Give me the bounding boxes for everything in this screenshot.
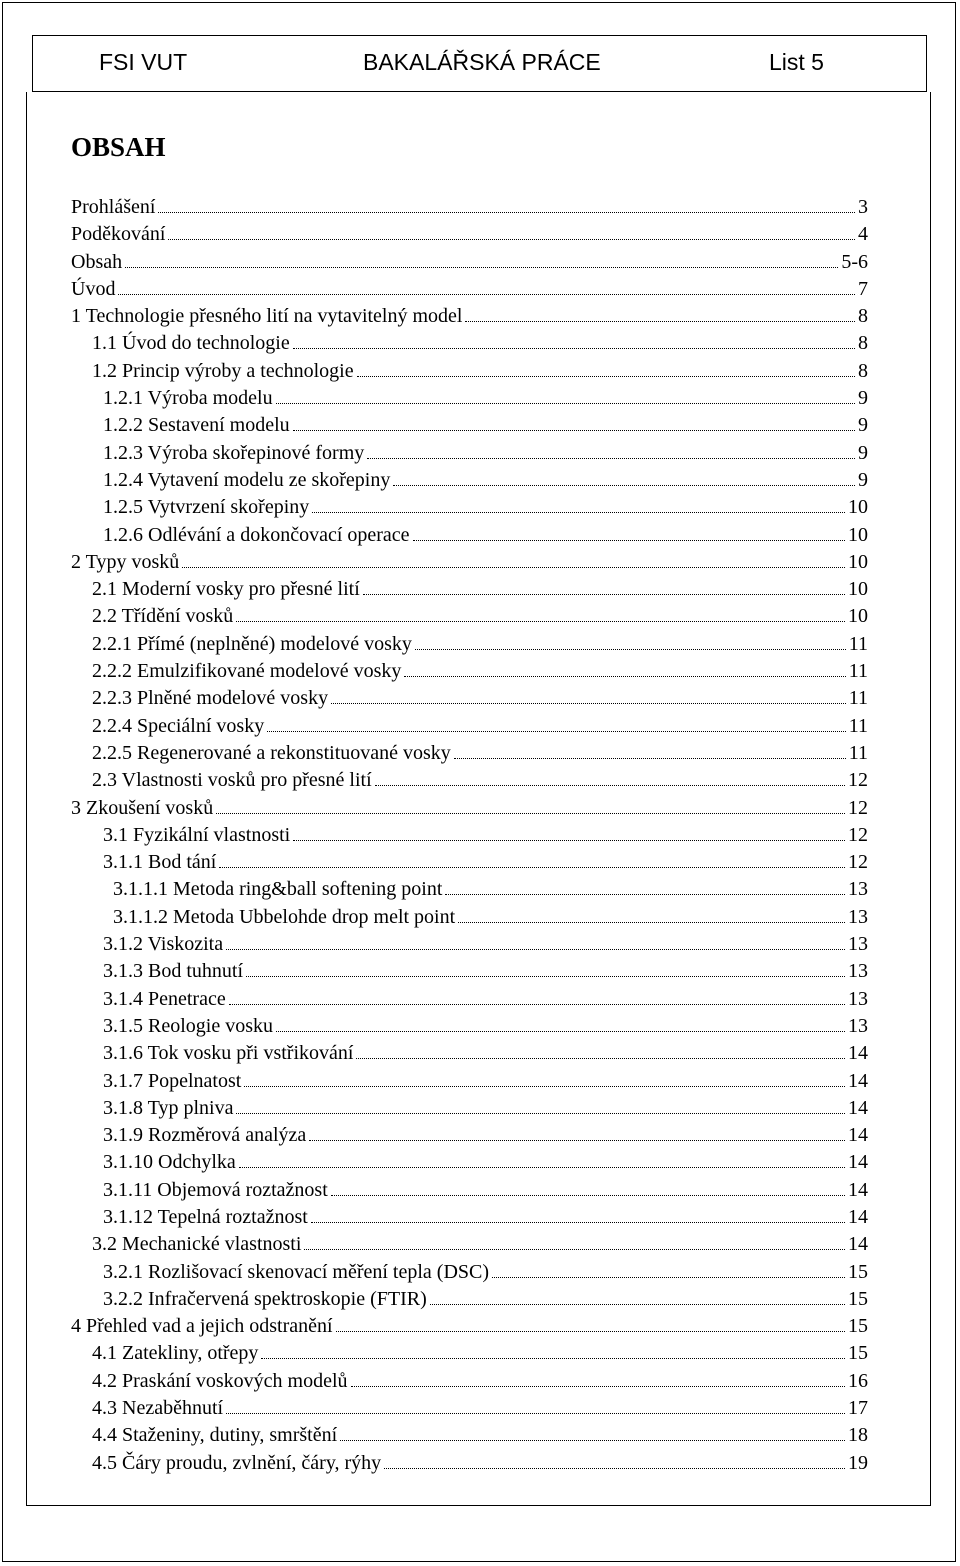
- toc-entry-label: 1.2.6 Odlévání a dokončovací operace: [103, 523, 410, 546]
- header-thesis-type: BAKALÁŘSKÁ PRÁCE: [363, 49, 601, 75]
- toc-entry[interactable]: [71, 358, 868, 385]
- toc-entry[interactable]: [71, 1450, 868, 1477]
- toc-entry[interactable]: [71, 822, 868, 849]
- toc-entry-page: 9: [858, 441, 868, 464]
- toc-entry-page: 11: [848, 660, 868, 683]
- toc-entry-label: 4.3 Nezaběhnutí: [92, 1397, 224, 1420]
- toc-entry-label: 2.2.4 Speciální vosky: [92, 714, 265, 737]
- toc-entry-label: 3.1.1 Bod tání: [103, 851, 217, 874]
- toc-entry-page: 10: [848, 578, 868, 601]
- toc-entry-page: 14: [848, 1205, 868, 1228]
- toc-leader-dots: [404, 665, 845, 677]
- toc-leader-dots: [276, 392, 855, 404]
- toc-entry[interactable]: [71, 658, 868, 685]
- toc-entry-label: 3.1.4 Penetrace: [103, 987, 226, 1010]
- toc-entry-label: Poděkování: [71, 223, 166, 246]
- toc-entry-page: 14: [848, 1178, 868, 1201]
- toc-entry-label: 3.1.8 Typ plniva: [103, 1096, 234, 1119]
- toc-entry-page: 14: [848, 1042, 868, 1065]
- toc-leader-dots: [293, 419, 855, 431]
- toc-entry[interactable]: [71, 849, 868, 876]
- toc-entry-page: 12: [848, 851, 868, 874]
- toc-entry-label: 2.2.3 Plněné modelové vosky: [92, 687, 329, 710]
- toc-entry[interactable]: [71, 522, 868, 549]
- toc-entry-page: 11: [848, 714, 868, 737]
- toc-entry-label: 2.1 Moderní vosky pro přesné lití: [92, 578, 360, 601]
- toc-entry[interactable]: [71, 603, 868, 630]
- toc-entry-label: 3.2.2 Infračervená spektroskopie (FTIR): [103, 1287, 427, 1310]
- toc-entry-page: 15: [848, 1287, 868, 1310]
- toc-entry-label: 2.2.5 Regenerované a rekonstituované vosky: [92, 741, 451, 764]
- toc-entry[interactable]: [71, 1122, 868, 1149]
- toc-leader-dots: [465, 310, 855, 322]
- toc-entry[interactable]: [71, 412, 868, 439]
- toc-entry[interactable]: [71, 440, 868, 467]
- toc-leader-dots: [454, 747, 846, 759]
- toc-entry[interactable]: [71, 1259, 868, 1286]
- toc-leader-dots: [367, 447, 855, 459]
- toc-entry-label: 4.2 Praskání voskových modelů: [92, 1369, 348, 1392]
- toc-leader-dots: [357, 365, 855, 377]
- toc-leader-dots: [430, 1293, 845, 1305]
- toc-title: OBSAH: [71, 132, 166, 162]
- toc-entry[interactable]: [71, 1231, 868, 1258]
- toc-entry-page: 17: [848, 1397, 868, 1420]
- toc-entry-label: 1.2.3 Výroba skořepinové formy: [103, 441, 365, 464]
- toc-entry-page: 15: [848, 1342, 868, 1365]
- toc-entry[interactable]: [71, 767, 868, 794]
- toc-leader-dots: [331, 1184, 845, 1196]
- toc-leader-dots: [236, 610, 845, 622]
- toc-entry-page: 12: [848, 823, 868, 846]
- toc-leader-dots: [168, 228, 855, 240]
- toc-entry[interactable]: [71, 904, 868, 931]
- toc-entry-label: 3.2.1 Rozlišovací skenovací měření tepla (DSC): [103, 1260, 490, 1283]
- toc-entry-label: 1 Technologie přesného lití na vytavitelný model: [71, 305, 463, 328]
- toc-entry-page: 4: [858, 223, 868, 246]
- toc-entry-page: 19: [848, 1451, 868, 1474]
- toc-entry[interactable]: [71, 1068, 868, 1095]
- toc-entry-label: 3.1.5 Reologie vosku: [103, 1014, 273, 1037]
- toc-entry-label: 3.1.1.2 Metoda Ubbelohde drop melt point: [113, 905, 456, 928]
- toc-entry[interactable]: [71, 986, 868, 1013]
- toc-entry-page: 14: [848, 1069, 868, 1092]
- toc-entry-page: 13: [848, 933, 868, 956]
- toc-entry-label: 1.2.2 Sestavení modelu: [103, 414, 290, 437]
- toc-entry[interactable]: [71, 631, 868, 658]
- toc-entry[interactable]: [71, 1149, 868, 1176]
- toc-entry-label: 2.2 Třídění vosků: [92, 605, 234, 628]
- toc-leader-dots: [393, 474, 855, 486]
- toc-entry-page: 12: [848, 769, 868, 792]
- table-of-contents: [71, 194, 868, 1477]
- toc-entry[interactable]: [71, 330, 868, 357]
- toc-entry[interactable]: [71, 740, 868, 767]
- toc-entry[interactable]: [71, 1340, 868, 1367]
- toc-entry[interactable]: [71, 1286, 868, 1313]
- toc-leader-dots: [312, 501, 845, 513]
- toc-leader-dots: [244, 1075, 845, 1087]
- toc-leader-dots: [246, 965, 845, 977]
- toc-entry-page: 9: [858, 414, 868, 437]
- toc-entry-page: 13: [848, 905, 868, 928]
- page-header: [32, 35, 927, 92]
- toc-entry[interactable]: [71, 303, 868, 330]
- toc-leader-dots: [304, 1238, 845, 1250]
- toc-entry-page: 9: [858, 387, 868, 410]
- toc-entry-page: 10: [848, 605, 868, 628]
- toc-entry[interactable]: [71, 221, 868, 248]
- toc-entry-page: 11: [848, 741, 868, 764]
- toc-entry-label: 4.4 Staženiny, dutiny, smrštění: [92, 1424, 338, 1447]
- toc-entry-page: 15: [848, 1260, 868, 1283]
- toc-leader-dots: [311, 1211, 845, 1223]
- toc-entry-label: 3.1.3 Bod tuhnutí: [103, 960, 244, 983]
- toc-leader-dots: [236, 1102, 845, 1114]
- toc-leader-dots: [229, 993, 845, 1005]
- toc-entry-label: 1.2 Princip výroby a technologie: [92, 359, 354, 382]
- toc-leader-dots: [351, 1375, 845, 1387]
- toc-entry-label: 2.3 Vlastnosti vosků pro přesné lití: [92, 769, 372, 792]
- toc-entry-label: 3.1.7 Popelnatost: [103, 1069, 242, 1092]
- toc-leader-dots: [226, 1402, 845, 1414]
- toc-leader-dots: [226, 938, 845, 950]
- toc-leader-dots: [492, 1266, 845, 1278]
- toc-entry-page: 14: [848, 1233, 868, 1256]
- toc-leader-dots: [216, 802, 845, 814]
- toc-leader-dots: [336, 1320, 845, 1332]
- toc-leader-dots: [331, 692, 846, 704]
- toc-entry-page: 5-6: [841, 250, 868, 273]
- toc-leader-dots: [267, 720, 846, 732]
- toc-entry-label: 3.1.1.1 Metoda ring&ball softening point: [113, 878, 443, 901]
- toc-entry-label: 1.1 Úvod do technologie: [92, 332, 290, 355]
- toc-entry-page: 8: [858, 359, 868, 382]
- toc-leader-dots: [309, 1129, 845, 1141]
- toc-entry[interactable]: [71, 1422, 868, 1449]
- toc-leader-dots: [261, 1347, 845, 1359]
- toc-entry-page: 7: [858, 277, 868, 300]
- toc-leader-dots: [458, 911, 845, 923]
- toc-entry-page: 18: [848, 1424, 868, 1447]
- toc-entry[interactable]: [71, 1204, 868, 1231]
- toc-leader-dots: [158, 201, 855, 213]
- toc-leader-dots: [415, 638, 846, 650]
- toc-entry-page: 10: [848, 496, 868, 519]
- toc-entry-page: 13: [848, 1014, 868, 1037]
- toc-entry-page: 16: [848, 1369, 868, 1392]
- toc-entry-label: 3.1.6 Tok vosku při vstřikování: [103, 1042, 354, 1065]
- toc-entry[interactable]: [71, 576, 868, 603]
- toc-leader-dots: [182, 556, 845, 568]
- toc-entry-page: 8: [858, 332, 868, 355]
- toc-entry-label: Prohlášení: [71, 196, 156, 218]
- toc-entry[interactable]: [71, 467, 868, 494]
- toc-entry[interactable]: [71, 1313, 868, 1340]
- toc-entry-page: 14: [848, 1096, 868, 1119]
- toc-entry[interactable]: [71, 494, 868, 521]
- toc-entry[interactable]: [71, 249, 868, 276]
- toc-entry[interactable]: [71, 1095, 868, 1122]
- toc-entry-label: 3.1.10 Odchylka: [103, 1151, 236, 1174]
- toc-leader-dots: [293, 337, 855, 349]
- toc-entry-page: 13: [848, 987, 868, 1010]
- toc-entry[interactable]: [71, 549, 868, 576]
- toc-entry[interactable]: [71, 685, 868, 712]
- toc-entry-label: 3.1.12 Tepelná roztažnost: [103, 1205, 308, 1228]
- toc-leader-dots: [356, 1047, 845, 1059]
- toc-entry-label: 2 Typy vosků: [71, 550, 180, 573]
- toc-entry[interactable]: [71, 876, 868, 903]
- toc-entry[interactable]: [71, 713, 868, 740]
- header-page-number: List 5: [769, 49, 824, 75]
- toc-leader-dots: [384, 1457, 845, 1469]
- toc-leader-dots: [445, 883, 845, 895]
- toc-entry-label: 3.1.2 Viskozita: [103, 933, 224, 956]
- toc-entry-page: 8: [858, 305, 868, 328]
- toc-entry[interactable]: [71, 931, 868, 958]
- toc-entry[interactable]: [71, 1177, 868, 1204]
- toc-leader-dots: [375, 774, 845, 786]
- header-faculty: FSI VUT: [99, 49, 188, 75]
- toc-entry-label: 3 Zkoušení vosků: [71, 796, 214, 819]
- toc-entry-page: 13: [848, 878, 868, 901]
- toc-entry-page: 10: [848, 550, 868, 573]
- toc-entry-label: 1.2.5 Vytvrzení skořepiny: [103, 496, 310, 519]
- toc-entry-page: 3: [858, 196, 868, 218]
- toc-entry-label: 3.1.9 Rozměrová analýza: [103, 1124, 307, 1147]
- toc-leader-dots: [363, 583, 845, 595]
- toc-entry[interactable]: [71, 795, 868, 822]
- toc-entry-page: 9: [858, 468, 868, 491]
- toc-entry[interactable]: [71, 385, 868, 412]
- toc-entry-label: 3.1.11 Objemová roztažnost: [103, 1178, 328, 1201]
- toc-entry-label: 2.2.1 Přímé (neplněné) modelové vosky: [92, 632, 412, 655]
- toc-entry-label: 3.2 Mechanické vlastnosti: [92, 1233, 302, 1256]
- toc-entry-label: 4.1 Zatekliny, otřepy: [92, 1342, 259, 1365]
- toc-entry-page: 12: [848, 796, 868, 819]
- toc-entry-label: 4 Přehled vad a jejich odstranění: [71, 1315, 333, 1338]
- toc-leader-dots: [239, 1156, 845, 1168]
- toc-entry[interactable]: [71, 1013, 868, 1040]
- toc-entry-label: 4.5 Čáry proudu, zvlnění, čáry, rýhy: [92, 1451, 382, 1474]
- toc-entry-page: 11: [848, 632, 868, 655]
- toc-leader-dots: [125, 256, 838, 268]
- toc-entry[interactable]: [71, 1368, 868, 1395]
- toc-entry-page: 10: [848, 523, 868, 546]
- toc-entry-page: 15: [848, 1315, 868, 1338]
- toc-entry[interactable]: [71, 194, 868, 221]
- toc-leader-dots: [219, 856, 845, 868]
- toc-entry-label: 1.2.1 Výroba modelu: [103, 387, 273, 410]
- toc-entry-page: 11: [848, 687, 868, 710]
- toc-entry-label: 3.1 Fyzikální vlastnosti: [103, 823, 291, 846]
- toc-entry-label: 2.2.2 Emulzifikované modelové vosky: [92, 660, 402, 683]
- toc-leader-dots: [118, 283, 855, 295]
- toc-entry-page: 14: [848, 1124, 868, 1147]
- toc-leader-dots: [293, 829, 845, 841]
- toc-entry[interactable]: [71, 1395, 868, 1422]
- toc-entry[interactable]: [71, 958, 868, 985]
- toc-leader-dots: [340, 1429, 845, 1441]
- toc-entry-label: Obsah: [71, 250, 123, 273]
- toc-entry[interactable]: [71, 276, 868, 303]
- toc-entry-page: 14: [848, 1151, 868, 1174]
- toc-entry-label: 1.2.4 Vytavení modelu ze skořepiny: [103, 468, 391, 491]
- toc-leader-dots: [276, 1020, 845, 1032]
- toc-entry-page: 13: [848, 960, 868, 983]
- toc-entry-label: Úvod: [71, 277, 116, 300]
- toc-leader-dots: [413, 529, 845, 541]
- toc-entry[interactable]: [71, 1040, 868, 1067]
